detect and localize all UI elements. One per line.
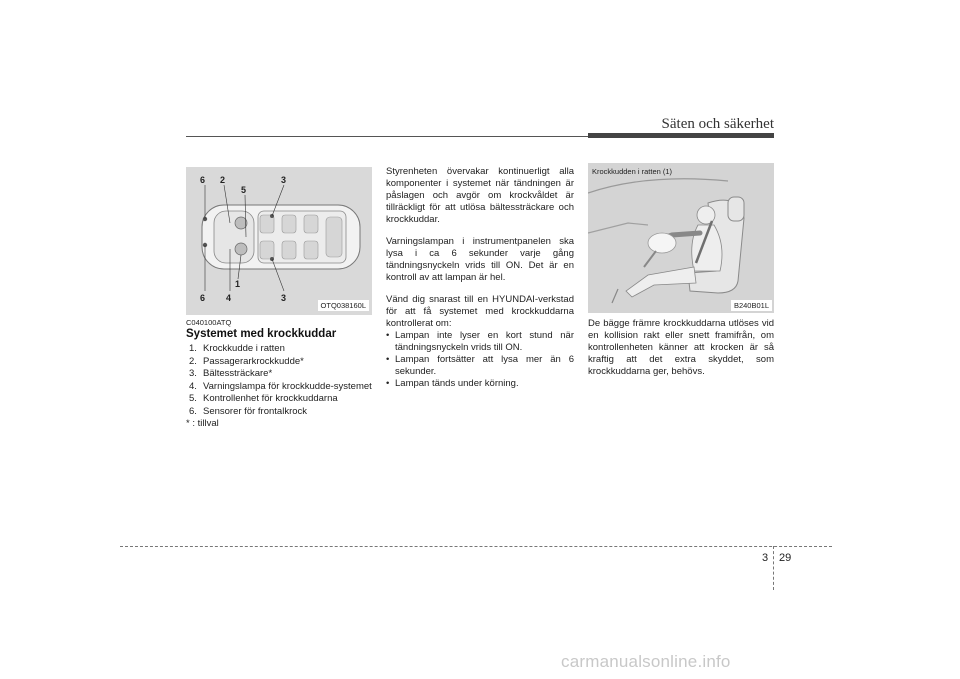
right-paragraph: De bägge främre krockkuddarna utlöses vid en kollision rakt eller snett framifrån, om kontrollenheten känner att krocken är så kraftig att det extra skyddet, som krockkuddarna ger, behövs. bbox=[588, 318, 774, 377]
list-text: Passagerarkrockkudde* bbox=[203, 355, 304, 367]
page-header-title: Säten och säkerhet bbox=[661, 116, 774, 132]
list-number: 3. bbox=[189, 368, 197, 379]
section-heading: Systemet med krockkuddar bbox=[186, 328, 337, 340]
car-top-view-illustration bbox=[186, 167, 372, 315]
figure-caption: Krockkudden i ratten (1) bbox=[592, 167, 673, 176]
page-number: 29 bbox=[779, 552, 792, 564]
airbag-layout-figure bbox=[186, 167, 372, 315]
figure-code: B240B01L bbox=[731, 300, 772, 311]
list-text: Kontrollenhet för krockkuddarna bbox=[203, 393, 338, 404]
car-label: 1 bbox=[235, 279, 241, 289]
footer-rule bbox=[120, 546, 832, 547]
list-item bbox=[189, 368, 373, 381]
paragraph-monitoring: Styrenheten övervakar kontinuerligt alla komponenter i systemet när tändningen är påslagen och avgör om krockvåldet är tillräckligt för att utlösa bältessträckare och krockkuddar. bbox=[386, 166, 574, 225]
list-item: • Lampan inte lyser en kort stund när tändningsnyckeln vrids till ON. bbox=[386, 330, 574, 354]
car-label: 5 bbox=[241, 185, 247, 195]
paragraph-contact-workshop: Vänd dig snarast till en HYUNDAI-verkstad för att få systemet med krockkuddarna kontrollerat om: bbox=[386, 294, 574, 329]
chapter-number: 3 bbox=[762, 552, 769, 564]
car-label: 2 bbox=[220, 175, 226, 185]
list-number: 5. bbox=[189, 393, 197, 404]
car-label: 3 bbox=[281, 293, 287, 303]
condition-list bbox=[386, 330, 574, 390]
footnote: * : tillval bbox=[186, 418, 219, 429]
driver-airbag-figure bbox=[588, 163, 774, 313]
watermark: carmanualsonline.info bbox=[561, 652, 731, 671]
list-text: Krockkudde i ratten bbox=[203, 343, 285, 354]
list-item: • Lampan fortsätter att lysa mer än 6 sekunder. bbox=[386, 354, 574, 378]
list-item: • Lampan tänds under körning. bbox=[386, 378, 574, 390]
header-accent-bar bbox=[588, 133, 774, 138]
list-number: 1. bbox=[189, 343, 197, 354]
list-text: Bältessträckare* bbox=[203, 368, 273, 379]
list-number: 2. bbox=[189, 355, 197, 367]
list-item bbox=[189, 406, 373, 419]
car-label: 6 bbox=[200, 175, 206, 185]
list-number: 4. bbox=[189, 380, 197, 392]
car-label: 4 bbox=[226, 293, 232, 303]
figure-code: OTQ038160L bbox=[318, 300, 369, 311]
driver-airbag-illustration bbox=[588, 163, 774, 313]
section-code: C040100ATQ bbox=[186, 318, 232, 327]
list-item bbox=[189, 356, 373, 369]
component-list bbox=[186, 343, 373, 431]
list-text: Varningslampa för krockkudde-systemet bbox=[203, 380, 372, 392]
car-label: 3 bbox=[281, 175, 287, 185]
list-item bbox=[189, 343, 373, 356]
footer-divider bbox=[773, 546, 774, 590]
list-item bbox=[189, 393, 373, 406]
car-label: 6 bbox=[200, 293, 206, 303]
list-text: Sensorer för frontalkrock bbox=[203, 405, 308, 417]
middle-column bbox=[386, 166, 574, 390]
paragraph-warning-lamp: Varningslampan i instrumentpanelen ska lysa i ca 6 sekunder varje gång tändningsnyckeln vrids till ON. Det är en kontroll av att lampan är hel. bbox=[386, 236, 574, 283]
list-item bbox=[189, 381, 373, 394]
list-number: 6. bbox=[189, 405, 197, 417]
